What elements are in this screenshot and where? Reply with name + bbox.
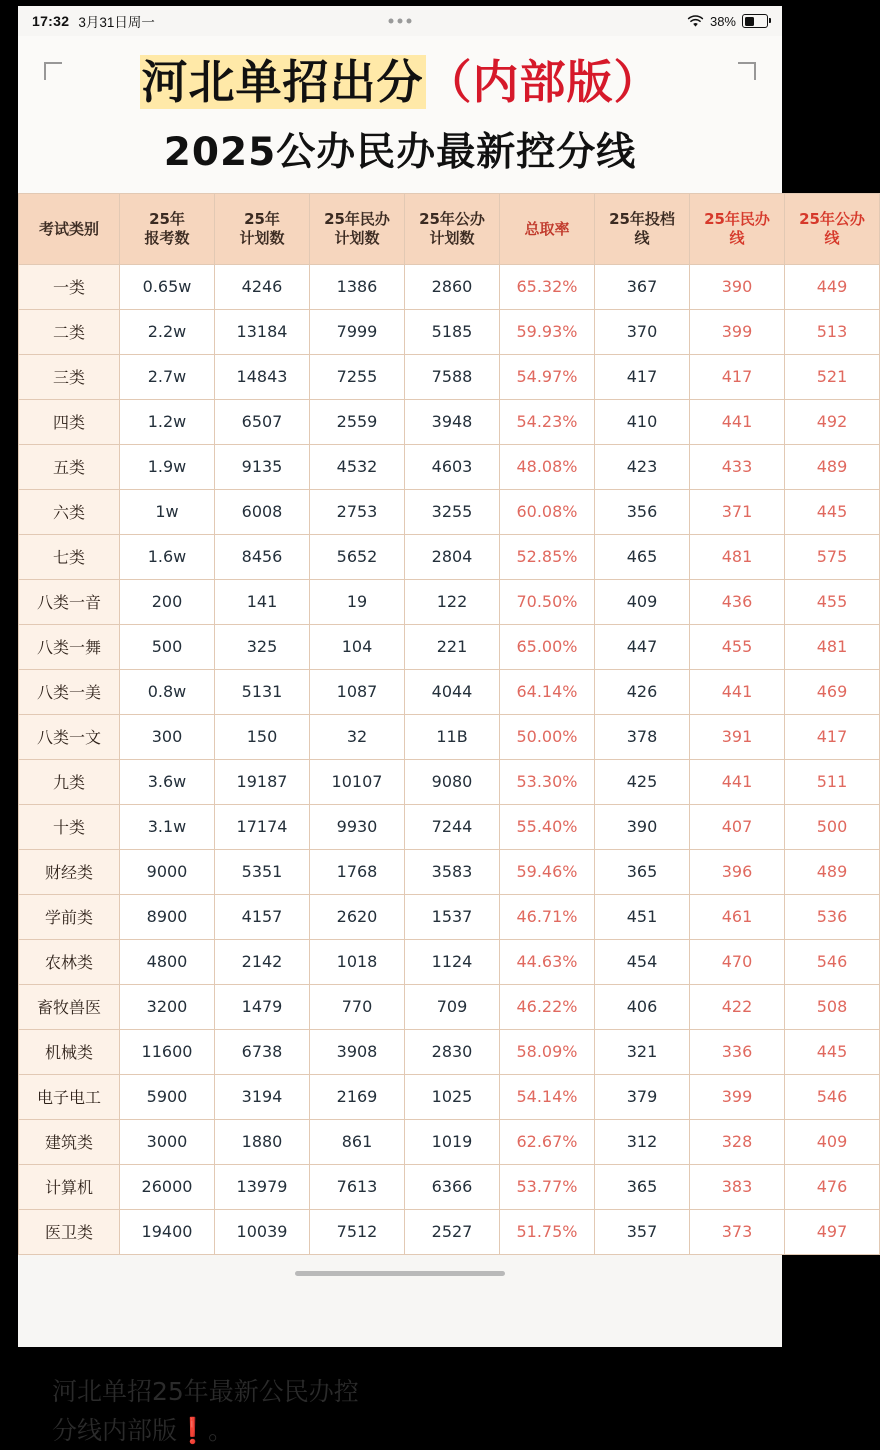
cell-plan-private: 2620: [310, 894, 405, 939]
col-header-plan: 25年 计划数: [215, 193, 310, 264]
cell-plan-private: 4532: [310, 444, 405, 489]
cell-category: 八类一美: [19, 669, 120, 714]
cell-line-public: 513: [785, 309, 880, 354]
cell-line: 406: [595, 984, 690, 1029]
table-row: [19, 579, 880, 624]
cell-plan-private: 19: [310, 579, 405, 624]
cell-plan-public: 3583: [405, 849, 500, 894]
cell-apply-count: 8900: [120, 894, 215, 939]
cell-line-private: 470: [690, 939, 785, 984]
cell-line-private: 436: [690, 579, 785, 624]
cell-category: 医卫类: [19, 1209, 120, 1254]
cell-line: 321: [595, 1029, 690, 1074]
cell-plan-public: 221: [405, 624, 500, 669]
cell-category: 畜牧兽医: [19, 984, 120, 1029]
screen: [18, 6, 865, 1445]
cell-plan-public: 7588: [405, 354, 500, 399]
table-row: [19, 714, 880, 759]
cell-rate: 53.30%: [500, 759, 595, 804]
cell-line-private: 407: [690, 804, 785, 849]
status-time: 17:32: [32, 13, 70, 29]
cell-line-public: 449: [785, 264, 880, 309]
cell-category: 电子电工: [19, 1074, 120, 1119]
cell-apply-count: 19400: [120, 1209, 215, 1254]
cell-apply-count: 1.9w: [120, 444, 215, 489]
cell-line-public: 492: [785, 399, 880, 444]
cell-line: 356: [595, 489, 690, 534]
cell-line-public: 417: [785, 714, 880, 759]
cell-line-public: 536: [785, 894, 880, 939]
cell-apply-count: 3200: [120, 984, 215, 1029]
cell-line-public: 508: [785, 984, 880, 1029]
cell-rate: 48.08%: [500, 444, 595, 489]
cell-line-public: 546: [785, 1074, 880, 1119]
cell-plan-count: 13979: [215, 1164, 310, 1209]
cell-category: 计算机: [19, 1164, 120, 1209]
cell-apply-count: 26000: [120, 1164, 215, 1209]
cell-line-public: 500: [785, 804, 880, 849]
table-row: [19, 894, 880, 939]
battery-percent-label: 38%: [709, 13, 736, 29]
cell-plan-public: 2830: [405, 1029, 500, 1074]
cell-line-private: 422: [690, 984, 785, 1029]
cell-rate: 65.32%: [500, 264, 595, 309]
table-body: [19, 264, 880, 1254]
cell-plan-count: 14843: [215, 354, 310, 399]
exclamation-icon: ❗: [177, 1415, 209, 1445]
table-row: [19, 984, 880, 1029]
cell-plan-private: 104: [310, 624, 405, 669]
cell-line-private: 328: [690, 1119, 785, 1164]
crop-corner-icon: [44, 62, 62, 80]
cell-line: 390: [595, 804, 690, 849]
cell-plan-private: 7999: [310, 309, 405, 354]
status-bar: [18, 6, 782, 36]
cell-line-public: 445: [785, 1029, 880, 1074]
cell-apply-count: 4800: [120, 939, 215, 984]
cell-line-public: 445: [785, 489, 880, 534]
cell-line-private: 433: [690, 444, 785, 489]
poster-title-main: [18, 56, 782, 109]
table-row: [19, 849, 880, 894]
cell-line-private: 461: [690, 894, 785, 939]
cell-line-public: 511: [785, 759, 880, 804]
table-header-row: [19, 193, 880, 264]
cell-plan-count: 150: [215, 714, 310, 759]
caption-period: 。: [208, 1415, 234, 1445]
cell-plan-count: 325: [215, 624, 310, 669]
cell-rate: 62.67%: [500, 1119, 595, 1164]
cell-line-private: 399: [690, 1074, 785, 1119]
cell-line: 365: [595, 1164, 690, 1209]
cell-line: 365: [595, 849, 690, 894]
cell-plan-count: 4157: [215, 894, 310, 939]
cell-line: 425: [595, 759, 690, 804]
home-indicator[interactable]: [295, 1271, 505, 1276]
cell-plan-count: 10039: [215, 1209, 310, 1254]
cell-category: 二类: [19, 309, 120, 354]
cell-rate: 46.22%: [500, 984, 595, 1029]
cell-plan-count: 5131: [215, 669, 310, 714]
cell-line-public: 489: [785, 444, 880, 489]
cell-category: 十类: [19, 804, 120, 849]
cell-category: 五类: [19, 444, 120, 489]
table-row: [19, 534, 880, 579]
col-header-rate: 总取率: [500, 193, 595, 264]
cell-line: 409: [595, 579, 690, 624]
status-date: 3月31日周一: [78, 15, 155, 30]
cell-line: 451: [595, 894, 690, 939]
cell-plan-private: 9930: [310, 804, 405, 849]
cell-plan-private: 1087: [310, 669, 405, 714]
cell-apply-count: 0.65w: [120, 264, 215, 309]
cell-plan-private: 7613: [310, 1164, 405, 1209]
col-header-apply: 25年 报考数: [120, 193, 215, 264]
cell-apply-count: 300: [120, 714, 215, 759]
cell-line: 357: [595, 1209, 690, 1254]
status-bar-left: [32, 11, 155, 31]
table-row: [19, 1164, 880, 1209]
dot-icon: [398, 19, 403, 24]
status-bar-right: [687, 14, 768, 29]
cell-plan-count: 19187: [215, 759, 310, 804]
table-row: [19, 264, 880, 309]
poster-title-red: （内部版）: [425, 55, 661, 109]
crop-corner-icon: [738, 62, 756, 80]
cell-rate: 53.77%: [500, 1164, 595, 1209]
post-caption: [18, 1347, 782, 1450]
table-head: [19, 193, 880, 264]
cell-line-private: 441: [690, 669, 785, 714]
cell-plan-public: 3948: [405, 399, 500, 444]
cell-plan-private: 3908: [310, 1029, 405, 1074]
cell-plan-private: 2559: [310, 399, 405, 444]
cell-line-public: 497: [785, 1209, 880, 1254]
cell-plan-count: 2142: [215, 939, 310, 984]
table-row: [19, 1209, 880, 1254]
dot-icon: [389, 19, 394, 24]
cell-plan-public: 122: [405, 579, 500, 624]
cell-category: 三类: [19, 354, 120, 399]
cell-rate: 54.23%: [500, 399, 595, 444]
cell-category: 机械类: [19, 1029, 120, 1074]
col-header-category: 考试类别: [19, 193, 120, 264]
cell-rate: 60.08%: [500, 489, 595, 534]
score-table: [18, 193, 880, 1255]
cell-plan-public: 2804: [405, 534, 500, 579]
cell-apply-count: 2.7w: [120, 354, 215, 399]
cell-line-public: 521: [785, 354, 880, 399]
cell-line-private: 481: [690, 534, 785, 579]
post-spacer: [18, 1255, 782, 1347]
table-row: [19, 354, 880, 399]
cell-line-public: 469: [785, 669, 880, 714]
dot-icon: [407, 19, 412, 24]
cell-apply-count: 1.6w: [120, 534, 215, 579]
cell-line: 426: [595, 669, 690, 714]
cell-category: 农林类: [19, 939, 120, 984]
table-row: [19, 1074, 880, 1119]
cell-line-public: 476: [785, 1164, 880, 1209]
cell-line-public: 489: [785, 849, 880, 894]
cell-line-public: 546: [785, 939, 880, 984]
cell-line: 465: [595, 534, 690, 579]
cell-plan-count: 17174: [215, 804, 310, 849]
cell-plan-count: 1880: [215, 1119, 310, 1164]
poster-subtitle: 2025公办民办最新控分线: [163, 129, 637, 175]
cell-line-private: 336: [690, 1029, 785, 1074]
col-header-plan-public: 25年公办 计划数: [405, 193, 500, 264]
post-content: [18, 36, 865, 1445]
table-row: [19, 444, 880, 489]
cell-plan-count: 6738: [215, 1029, 310, 1074]
table-row: [19, 939, 880, 984]
cell-line-public: 481: [785, 624, 880, 669]
caption-text: 分线内部版: [52, 1415, 178, 1445]
cell-line-private: 441: [690, 759, 785, 804]
cell-plan-private: 7512: [310, 1209, 405, 1254]
cell-rate: 51.75%: [500, 1209, 595, 1254]
cell-line-public: 575: [785, 534, 880, 579]
cell-category: 八类一舞: [19, 624, 120, 669]
cell-apply-count: 11600: [120, 1029, 215, 1074]
cell-category: 四类: [19, 399, 120, 444]
table-row: [19, 1029, 880, 1074]
cell-plan-public: 1537: [405, 894, 500, 939]
cell-line-private: 373: [690, 1209, 785, 1254]
cell-apply-count: 3000: [120, 1119, 215, 1164]
cell-apply-count: 0.8w: [120, 669, 215, 714]
cell-line-public: 409: [785, 1119, 880, 1164]
cell-apply-count: 500: [120, 624, 215, 669]
cell-rate: 54.14%: [500, 1074, 595, 1119]
cell-line-private: 441: [690, 399, 785, 444]
table-row: [19, 759, 880, 804]
cell-rate: 46.71%: [500, 894, 595, 939]
cell-category: 学前类: [19, 894, 120, 939]
cell-category: 七类: [19, 534, 120, 579]
cell-line-private: 390: [690, 264, 785, 309]
cell-plan-count: 8456: [215, 534, 310, 579]
col-header-plan-private: 25年民办 计划数: [310, 193, 405, 264]
cell-plan-private: 1768: [310, 849, 405, 894]
cell-apply-count: 9000: [120, 849, 215, 894]
col-header-line-public: 25年公办 线: [785, 193, 880, 264]
cell-line: 447: [595, 624, 690, 669]
caption-line-2: [52, 1412, 748, 1450]
cell-plan-public: 4603: [405, 444, 500, 489]
cell-rate: 58.09%: [500, 1029, 595, 1074]
cell-apply-count: 3.1w: [120, 804, 215, 849]
table-row: [19, 399, 880, 444]
cell-plan-count: 9135: [215, 444, 310, 489]
cell-apply-count: 5900: [120, 1074, 215, 1119]
cell-plan-count: 141: [215, 579, 310, 624]
cell-plan-public: 2527: [405, 1209, 500, 1254]
table-row: [19, 624, 880, 669]
cell-plan-private: 32: [310, 714, 405, 759]
cell-plan-public: 1124: [405, 939, 500, 984]
table-row: [19, 1119, 880, 1164]
cell-plan-private: 1386: [310, 264, 405, 309]
cell-line-private: 417: [690, 354, 785, 399]
cell-plan-count: 3194: [215, 1074, 310, 1119]
cell-line: 417: [595, 354, 690, 399]
cell-line-private: 455: [690, 624, 785, 669]
cell-line-private: 399: [690, 309, 785, 354]
cell-rate: 64.14%: [500, 669, 595, 714]
cell-plan-public: 7244: [405, 804, 500, 849]
cell-rate: 70.50%: [500, 579, 595, 624]
cell-category: 八类一音: [19, 579, 120, 624]
poster-title-black: 河北单招出分: [141, 55, 424, 109]
poster-image: [18, 36, 865, 1255]
wifi-icon: [687, 15, 704, 28]
cell-category: 八类一文: [19, 714, 120, 759]
cell-plan-private: 1018: [310, 939, 405, 984]
cell-category: 建筑类: [19, 1119, 120, 1164]
cell-rate: 44.63%: [500, 939, 595, 984]
cell-plan-public: 11B: [405, 714, 500, 759]
cell-plan-private: 7255: [310, 354, 405, 399]
cell-rate: 65.00%: [500, 624, 595, 669]
cell-rate: 59.93%: [500, 309, 595, 354]
battery-icon: [742, 14, 768, 28]
cell-rate: 55.40%: [500, 804, 595, 849]
table-row: [19, 804, 880, 849]
cell-category: 六类: [19, 489, 120, 534]
cell-category: 九类: [19, 759, 120, 804]
cell-apply-count: 1.2w: [120, 399, 215, 444]
col-header-line: 25年投档 线: [595, 193, 690, 264]
cell-plan-count: 5351: [215, 849, 310, 894]
cell-rate: 52.85%: [500, 534, 595, 579]
cell-line-private: 391: [690, 714, 785, 759]
caption-line-1: 河北单招25年最新公民办控: [52, 1376, 359, 1406]
cell-apply-count: 3.6w: [120, 759, 215, 804]
cell-rate: 59.46%: [500, 849, 595, 894]
cell-plan-count: 1479: [215, 984, 310, 1029]
cell-line-public: 455: [785, 579, 880, 624]
table-row: [19, 669, 880, 714]
cell-apply-count: 1w: [120, 489, 215, 534]
col-header-line-private: 25年民办 线: [690, 193, 785, 264]
cell-line: 370: [595, 309, 690, 354]
cell-line: 312: [595, 1119, 690, 1164]
cell-line: 423: [595, 444, 690, 489]
cell-line-private: 383: [690, 1164, 785, 1209]
cell-plan-public: 4044: [405, 669, 500, 714]
cell-line: 378: [595, 714, 690, 759]
cell-line: 410: [595, 399, 690, 444]
cell-plan-count: 13184: [215, 309, 310, 354]
cell-line: 367: [595, 264, 690, 309]
cell-rate: 50.00%: [500, 714, 595, 759]
cell-rate: 54.97%: [500, 354, 595, 399]
cell-plan-private: 861: [310, 1119, 405, 1164]
cell-apply-count: 2.2w: [120, 309, 215, 354]
cell-plan-private: 770: [310, 984, 405, 1029]
cell-plan-public: 3255: [405, 489, 500, 534]
cell-plan-public: 5185: [405, 309, 500, 354]
dynamic-island: [389, 19, 412, 24]
table-row: [19, 309, 880, 354]
cell-plan-count: 6507: [215, 399, 310, 444]
cell-line-private: 371: [690, 489, 785, 534]
cell-line-private: 396: [690, 849, 785, 894]
cell-plan-private: 2169: [310, 1074, 405, 1119]
cell-plan-count: 6008: [215, 489, 310, 534]
cell-plan-private: 5652: [310, 534, 405, 579]
cell-line: 454: [595, 939, 690, 984]
cell-plan-public: 6366: [405, 1164, 500, 1209]
cell-plan-private: 2753: [310, 489, 405, 534]
cell-plan-public: 1025: [405, 1074, 500, 1119]
cell-plan-count: 4246: [215, 264, 310, 309]
cell-plan-private: 10107: [310, 759, 405, 804]
cell-line: 379: [595, 1074, 690, 1119]
cell-category: 一类: [19, 264, 120, 309]
cell-plan-public: 9080: [405, 759, 500, 804]
cell-plan-public: 709: [405, 984, 500, 1029]
cell-plan-public: 2860: [405, 264, 500, 309]
cell-category: 财经类: [19, 849, 120, 894]
cell-plan-public: 1019: [405, 1119, 500, 1164]
table-row: [19, 489, 880, 534]
cell-apply-count: 200: [120, 579, 215, 624]
